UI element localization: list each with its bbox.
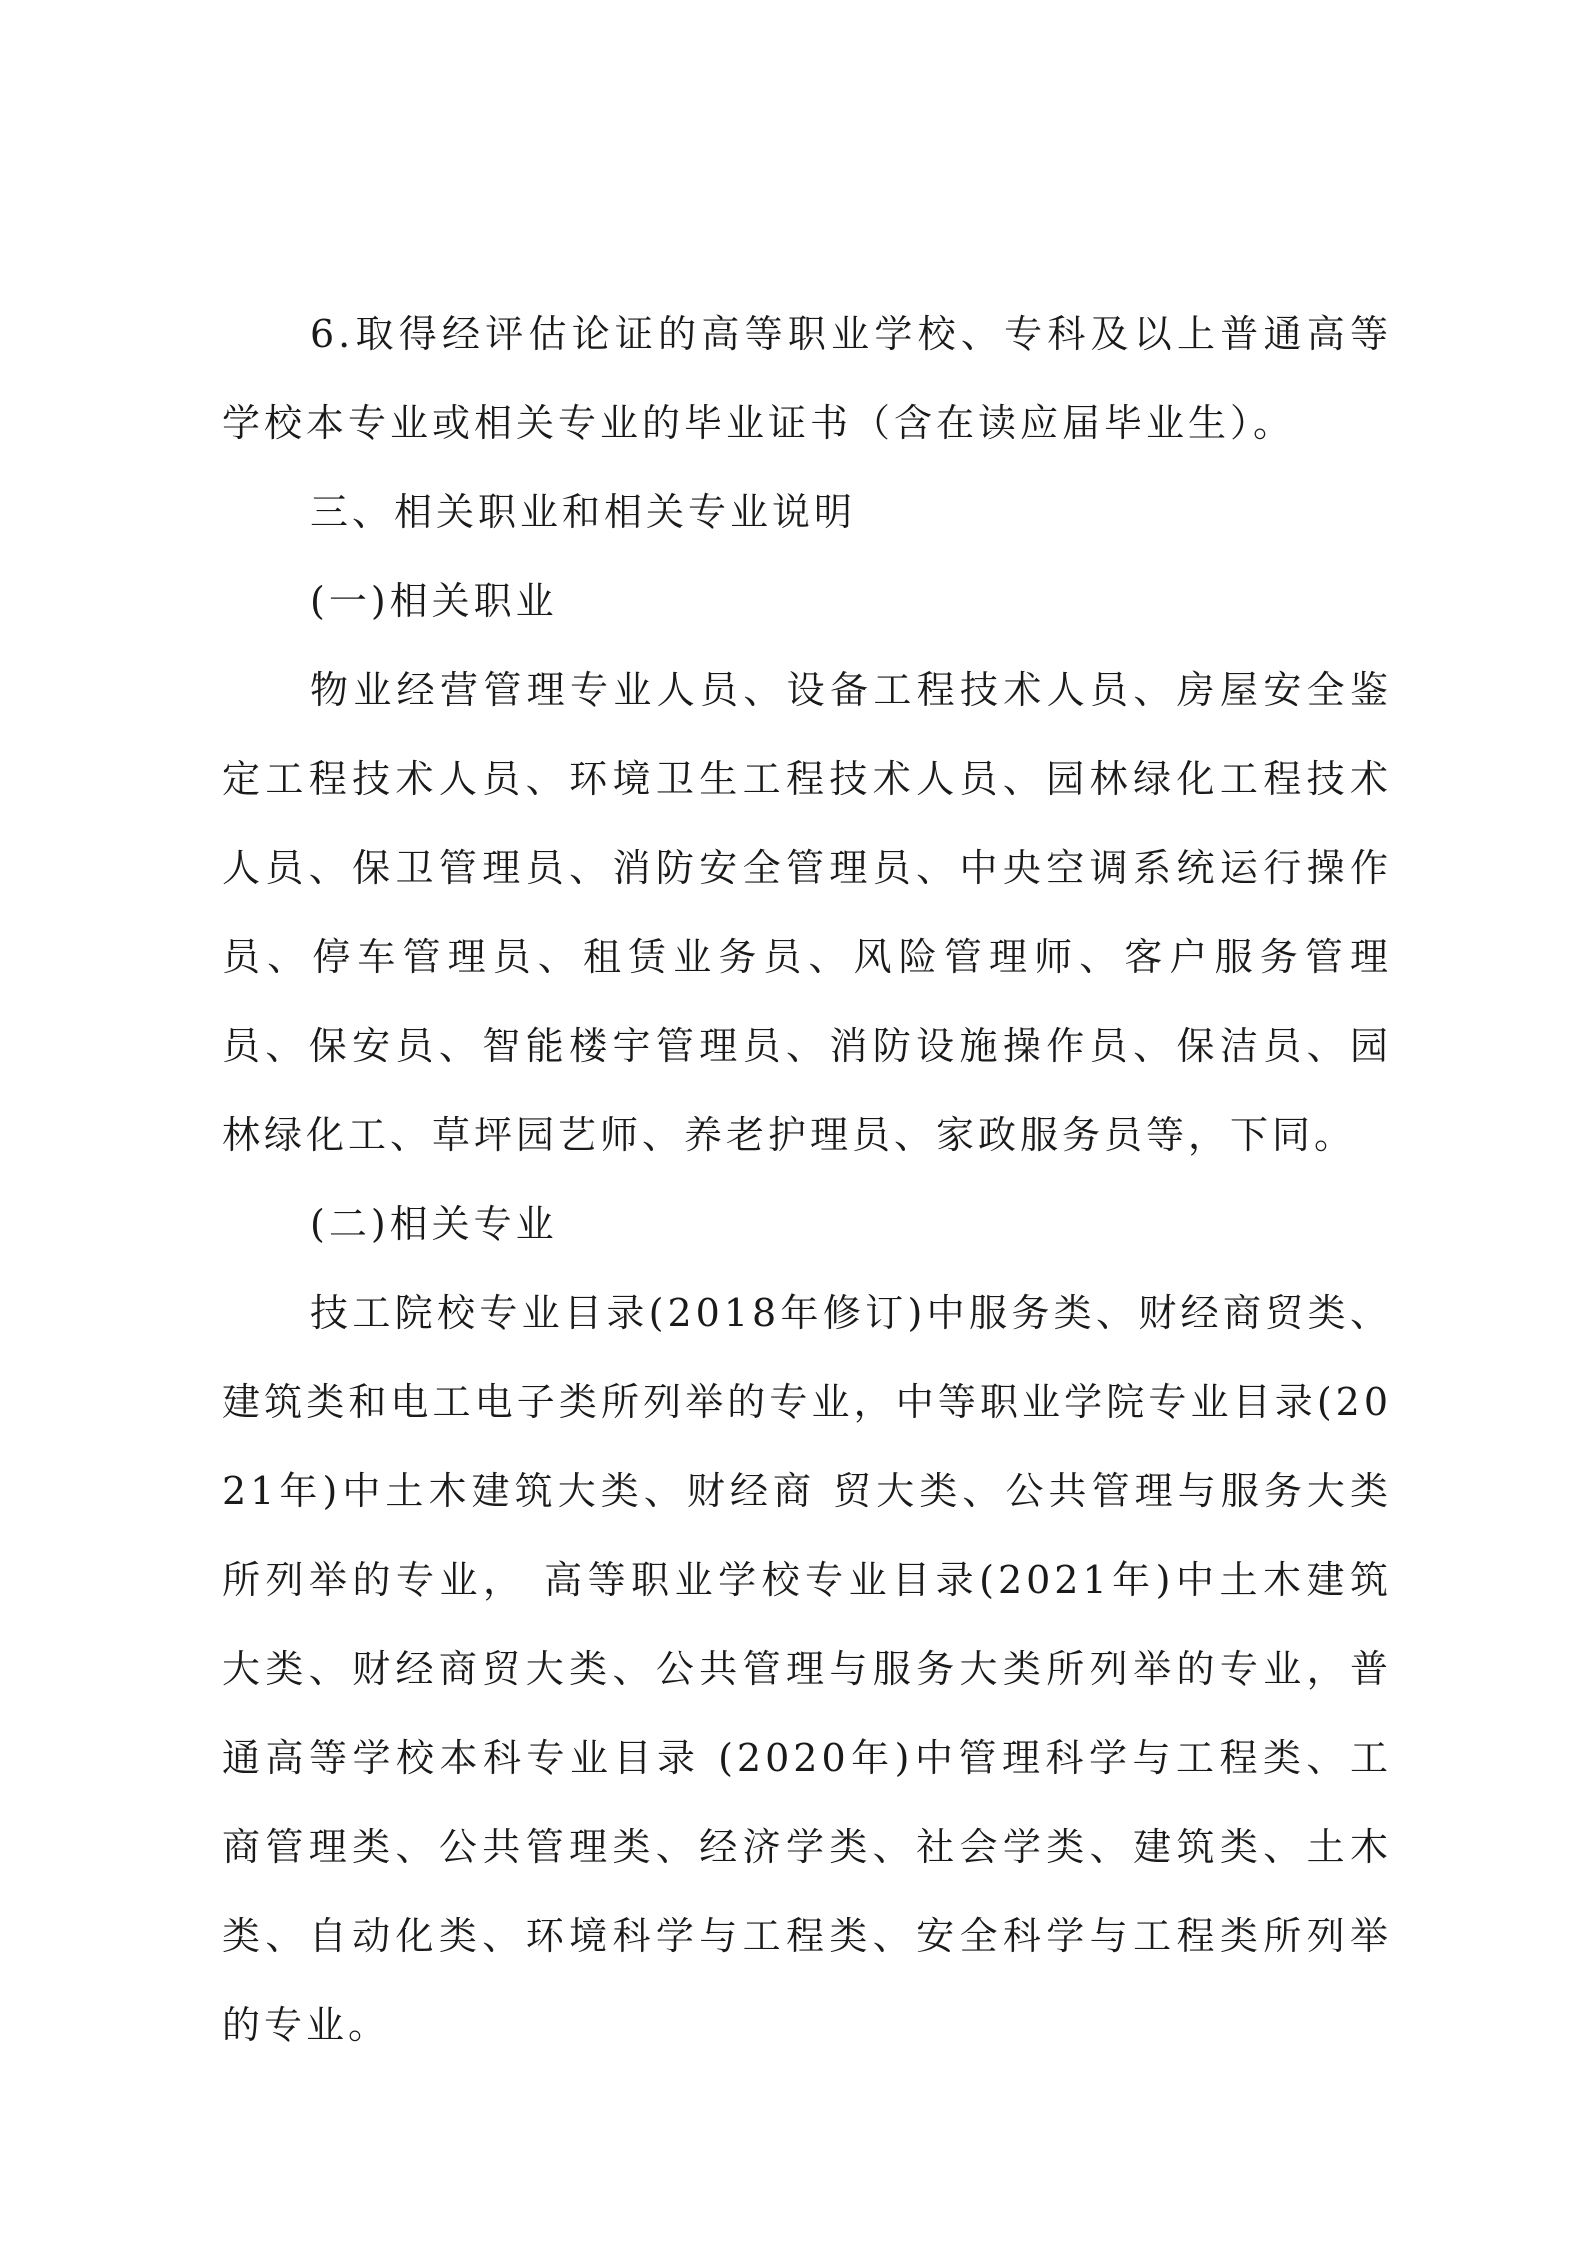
document-body (222, 290, 1392, 2070)
subheading-related-majors: (二)相关专业 (310, 1202, 558, 1246)
subheading-related-occupations: (一)相关职业 (310, 579, 558, 623)
paragraph-related-occupations: 物业经营管理专业人员、设备工程技术人员、房屋安全鉴定工程技术人员、环境卫生工程技术人员、园林绿化工程技术人员、保卫管理员、消防安全管理员、中央空调系统运行操作员、停车管理员、租赁业务员、风险管理师、客户服务管理员、保安员、智能楼宇管理员、消防设施操作员、保洁员、园林绿化工、草坪园艺师、养老护理员、家政服务员等，下同。 (222, 668, 1392, 1157)
paragraph-graduation-certificate: 6.取得经评估论证的高等职业学校、专科及以上普通高等学校本专业或相关专业的毕业证书（含在读应届毕业生）。 (222, 312, 1392, 445)
paragraph-related-majors: 技工院校专业目录(2018年修订)中服务类、财经商贸类、建筑类和电工电子类所列举的专业，中等职业学院专业目录(2021年)中土木建筑大类、财经商 贸大类、公共管理与服务大类所列举的专业， 高等职业学校专业目录(2021年)中土木建筑大类、财经商贸大类、公共管理与服务大类所列举的专业，普通高等学校本科专业目录 (2020年)中管理科学与工程类、工商管理类、公共管理类、经济学类、社会学类、建筑类、土木类、自动化类、环境科学与工程类、安全科学与工程类所列举的专业。 (222, 1291, 1392, 2047)
section-heading-occupations-and-majors: 三、相关职业和相关专业说明 (310, 490, 857, 534)
